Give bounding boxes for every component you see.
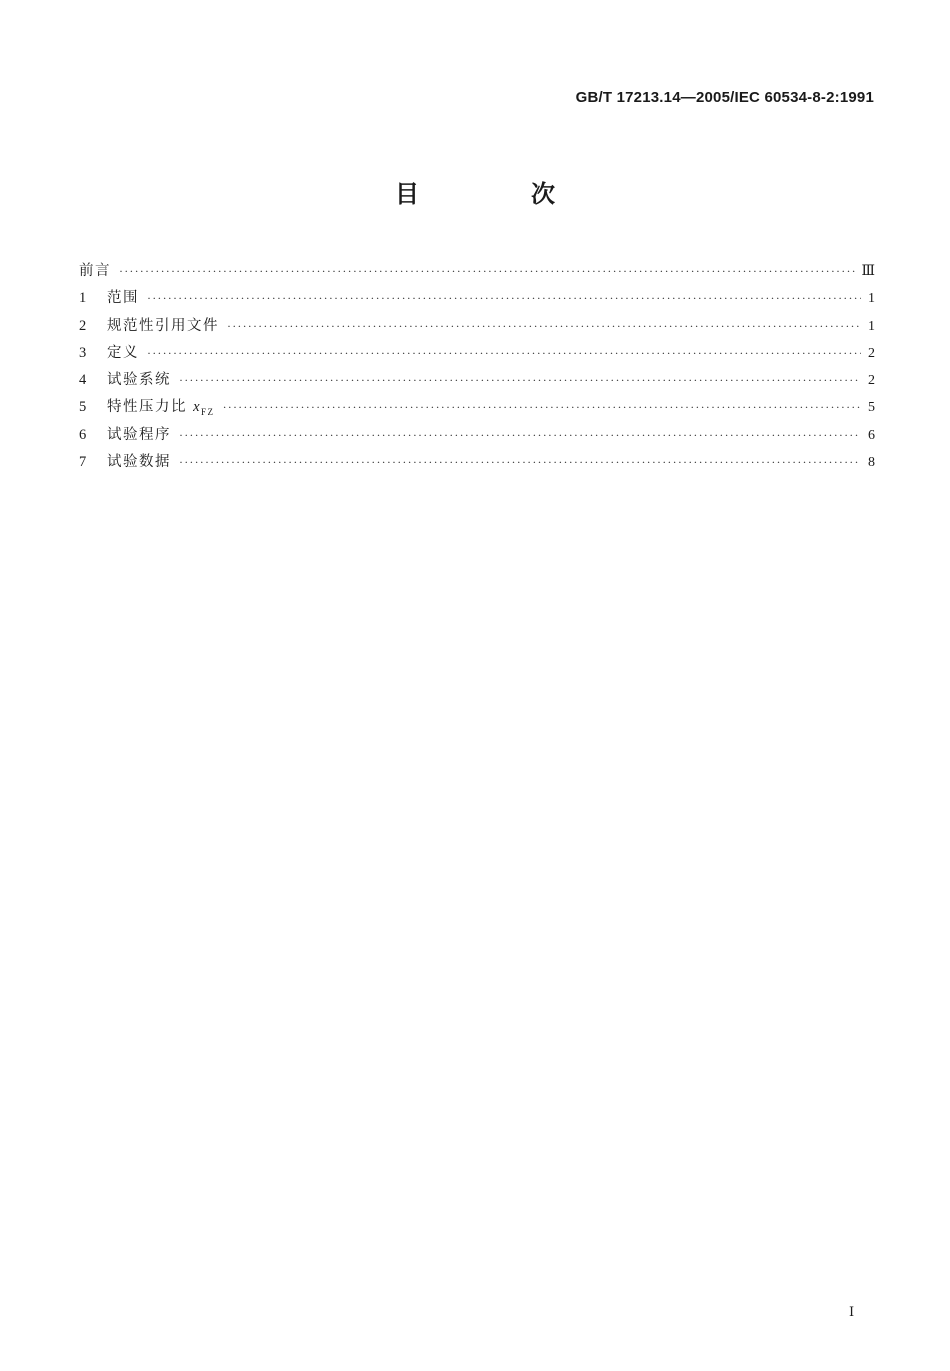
toc-entry-page: Ⅲ — [861, 264, 875, 279]
toc-entry-page: 1 — [868, 291, 875, 307]
toc-entry-1[interactable] — [79, 285, 875, 312]
toc-entry-title: 范围 — [107, 290, 139, 307]
toc-entry-number: 5 — [79, 399, 87, 416]
toc-entry-page: 6 — [868, 427, 875, 443]
toc-entry-2[interactable] — [79, 313, 875, 340]
standard-number-header: GB/T 17213.14—2005/IEC 60534-8-2:1991 — [575, 89, 874, 106]
toc-entry-page: 2 — [868, 345, 875, 361]
toc-leader-dots — [119, 258, 855, 285]
toc-entry-number: 6 — [79, 426, 87, 443]
toc-leader-dots — [147, 285, 861, 312]
toc-entry-3[interactable] — [79, 340, 875, 367]
toc-entry-7[interactable] — [79, 449, 875, 476]
toc-entry-5[interactable] — [79, 394, 875, 421]
toc-leader-dots — [227, 313, 861, 340]
toc-entry-title: 前言 — [79, 263, 111, 279]
toc-entry-page: 8 — [868, 455, 875, 471]
toc-entry-title: 特性压力比 — [107, 399, 187, 416]
page-number: Ⅰ — [849, 1304, 855, 1319]
toc-entry-number: 4 — [79, 372, 87, 389]
toc-entry-page: 1 — [868, 318, 875, 334]
toc-leader-dots — [179, 422, 861, 449]
toc-entry-page: 5 — [868, 400, 875, 416]
toc-entry-foreword[interactable] — [79, 258, 875, 285]
toc-entry-title: 规范性引用文件 — [107, 317, 219, 334]
toc-entry-page: 2 — [868, 373, 875, 389]
toc-leader-dots — [179, 367, 861, 394]
toc-entry-number: 2 — [79, 317, 87, 334]
symbol-subscript: FZ — [201, 407, 215, 418]
toc-leader-dots — [147, 340, 861, 367]
toc-leader-dots — [223, 394, 861, 421]
table-of-contents — [79, 258, 875, 476]
pressure-ratio-symbol — [193, 399, 215, 418]
toc-entry-title: 试验系统 — [107, 372, 171, 389]
symbol-variable: x — [193, 399, 202, 416]
toc-entry-title: 试验程序 — [107, 426, 171, 443]
toc-entry-number: 7 — [79, 454, 87, 471]
toc-entry-number: 1 — [79, 290, 87, 307]
page-title: 目 次 — [395, 180, 599, 208]
toc-entry-6[interactable] — [79, 422, 875, 449]
toc-entry-title: 试验数据 — [107, 454, 171, 471]
toc-entry-number: 3 — [79, 344, 87, 361]
toc-entry-4[interactable] — [79, 367, 875, 394]
toc-leader-dots — [179, 449, 861, 476]
toc-entry-title: 定义 — [107, 344, 139, 361]
